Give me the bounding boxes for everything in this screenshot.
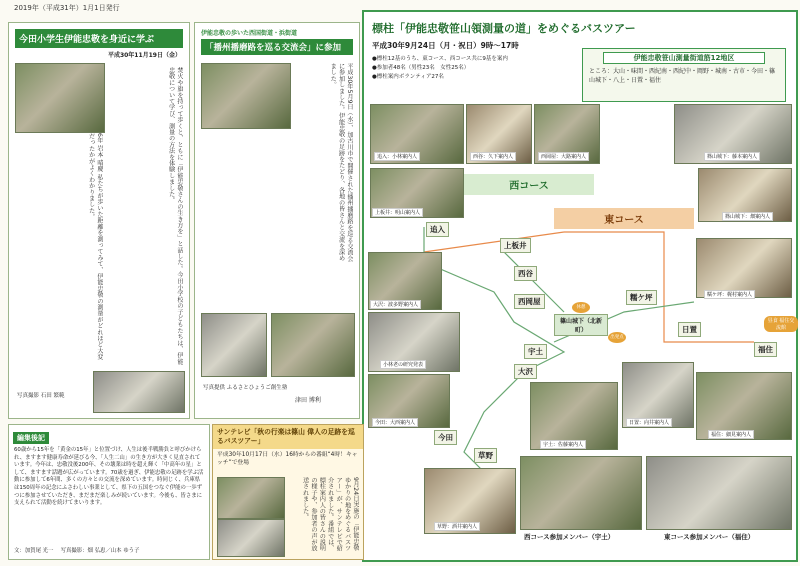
left-article-date: 平成30年11月19日（金） xyxy=(107,52,181,59)
node-nishiokaya: 西岡屋 xyxy=(514,294,545,309)
middle-article-body: 平成30年5月9日（水）、加古川市で開催された播州播磨路を巡る交流会に参加しました。伊能忠敬の足跡をたどり、各地の皆さんと交流を深めました。 xyxy=(329,63,353,262)
middle-article-photo-2 xyxy=(201,313,267,377)
node-osawa: 大沢 xyxy=(514,364,537,379)
caption-mochigatsubo: 糯ケ坪：梶村案内人 xyxy=(704,290,755,299)
main-feature xyxy=(362,10,798,562)
tv-banner-line1: サンテレビ「秋の行楽は篠山 偉人の足跡を巡るバスツアー」 xyxy=(213,425,363,449)
caption-udo: 宇土：佐藤案内人 xyxy=(540,440,586,449)
photo-west-members xyxy=(520,456,642,530)
main-date: 平成30年9月24日（月・祝日）9時～17時 xyxy=(372,41,519,50)
badge-lunch: 昼食 福住交流館 xyxy=(764,316,798,332)
east-course-label: 東コース xyxy=(554,208,694,229)
tv-banner-photo-2 xyxy=(217,519,285,557)
route-box-text: ところ：大山・味間・西紀南・西紀中・岡野・城南・古市・今田・篠山城下・八上・日置・福住 xyxy=(589,68,776,84)
node-oiri: 追入 xyxy=(426,222,449,237)
editor-note-title: 編集後記 xyxy=(13,432,49,444)
tv-banner xyxy=(212,424,364,560)
caption-west-members: 西コース参加メンバー（宇土） xyxy=(524,533,615,541)
main-title: 標柱「伊能忠敬笹山領測量の道」をめぐるバスツアー xyxy=(372,22,636,35)
middle-article-kicker: 伊能忠敬の歩いた西国街道・浜街道 xyxy=(201,30,298,37)
caption-konda: 今田：大西案内人 xyxy=(372,418,418,427)
left-article-photo-2 xyxy=(93,371,185,413)
caption-nishitani: 西谷：久下案内人 xyxy=(470,152,516,161)
caption-osawa: 大沢：波多野案内人 xyxy=(370,300,421,309)
caption-hioki: 日置：向井案内人 xyxy=(626,418,672,427)
main-info-2: ●標柱案内ボランティア27名 xyxy=(372,74,444,80)
node-mochigatsubo: 糯ケ坪 xyxy=(626,290,657,305)
tv-banner-line2: 平成30年10月17日（水）16時からの番組“4時！キャッチ”で登場 xyxy=(217,452,358,466)
left-article xyxy=(8,22,190,419)
editor-note xyxy=(8,424,210,560)
photo-east-members xyxy=(646,456,792,530)
node-udo: 宇土 xyxy=(524,344,547,359)
middle-article xyxy=(194,22,360,419)
left-article-body: 焚火や旗を持って歩くと、ともに「伊能忠敬さんの生き方を」と話した。今田小学校の子どもたちは、伊能忠敬について学び、測量の方法を体験しました。 xyxy=(167,67,183,365)
route-box-title: 伊能忠敬笹山測量街道筋12地区 xyxy=(603,52,765,64)
caption-kobayashi: 小林老の研究発表 xyxy=(380,360,426,369)
main-info-1: ●参加者48名（男性23名 女性25名） xyxy=(372,65,470,71)
caption-sasayama-fujimoto: 篠山城下：藤本案内人 xyxy=(704,152,760,161)
middle-article-photo-3 xyxy=(271,313,355,377)
issue-date: 2019年（平成31年）1月1日発行 xyxy=(14,4,120,12)
main-info-0: ●標柱12基のうち、東コース、西コース共に9基を案内 xyxy=(372,56,508,62)
photo-mochigatsubo xyxy=(696,238,792,298)
caption-east-members: 東コース参加メンバー（福住） xyxy=(664,533,755,541)
caption-fukusumi: 福住：細見案内人 xyxy=(708,430,754,439)
left-article-body2: 6年 岩本 晴慶 私たちが歩いた距離を測ってみて、伊能忠敬の測量がどれほど大変だったかがよくわかりました。 xyxy=(87,133,103,360)
caption-sasayama-hata: 篠山城下：畑案内人 xyxy=(722,212,773,221)
left-article-caption: 写真撮影 石田 繁範 xyxy=(17,393,65,399)
node-konda: 今田 xyxy=(434,430,457,445)
caption-kamiitai: 上板井：明山案内人 xyxy=(372,208,423,217)
west-course-label: 西コース xyxy=(464,174,594,195)
middle-article-title: 「播州播磨路を巡る交流会」に参加 xyxy=(201,39,353,55)
editor-writer: 文：加賀尾 光一 xyxy=(14,548,54,554)
badge-start: 出発点 xyxy=(608,332,626,343)
node-kamiitai: 上板井 xyxy=(500,238,531,253)
tv-banner-photo-1 xyxy=(217,477,285,519)
caption-kusano: 草野：酒井案内人 xyxy=(434,522,480,531)
middle-article-photo xyxy=(201,63,291,129)
left-article-title: 今田小学生伊能忠敬を身近に学ぶ xyxy=(15,29,183,48)
node-fukusumi: 福住 xyxy=(754,342,777,357)
node-nishitani: 西谷 xyxy=(514,266,537,281)
node-sasayama-center: 篠山城下（北新町） xyxy=(554,314,608,336)
middle-article-author: 津田 博利 xyxy=(295,397,321,404)
caption-oiri: 追入：小林案内人 xyxy=(374,152,420,161)
middle-article-caption: 写真提供 ふるさとひょうご創生塾 xyxy=(203,385,288,391)
tv-banner-body: 9月24日実施の「伊能忠敬ゆかりの地をめぐるバスツアー」が、サンテレビで紹介されました。番組では、標柱案内人の皆さんの説明の様子や、参加者の声が放送されました。 xyxy=(301,477,359,552)
caption-nishiokaya: 西岡屋：大路案内人 xyxy=(538,152,589,161)
node-kusano: 草野 xyxy=(474,448,497,463)
left-article-photo xyxy=(15,63,105,133)
editor-photo-credit: 写真撮影：畑 弘恵／山本 ゆう子 xyxy=(60,548,140,554)
node-hioki: 日置 xyxy=(678,322,701,337)
badge-rest: 休憩 xyxy=(572,302,590,313)
editor-note-text: 60歳から15年を「黄金の15年」と位置づけ、人生は後半戦勝負と呼びかけられ、ますます健康寿命が延びる今、「人生二山」の生き方が大きく見直されています。今年は、忠敬没後200年、その壊業は時を超え輝く「中高年の星」として、ますます話題が広がっています。70歳を過ぎ、伊能忠敬の足跡を学ぶ活動に参加して6年間、多くの方々との交流を深めています。時同じく、兵庫県は150周年の記念にふさわしい事業として、県下の五国をつなぐ伊能の一歩ずつに参加させていただき、まだまだ楽しみが続いています。今後も、皆さまに支えられて活動を続けてまいります。 xyxy=(14,447,204,507)
